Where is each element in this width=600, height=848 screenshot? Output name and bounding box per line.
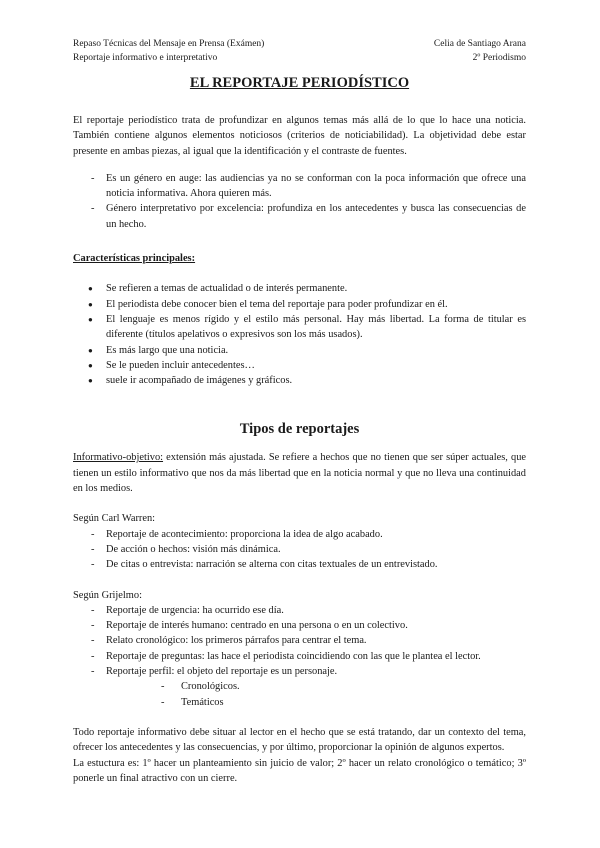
header-degree: 2º Periodismo [472,53,526,63]
list-item: ● Se le pueden incluir antecedentes… [73,358,526,373]
list-item: - De citas o entrevista: narración se alterna con citas textuales de un entrevistado. [73,557,526,572]
list-item: - Reportaje de interés humano: centrado en una persona o en un colectivo. [73,618,526,633]
grijelmo-label: Según Grijelmo: [73,589,142,601]
informativo-text: extensión más ajustada. Se refiere a hechos que no tienen que ser súper actuales, que tienen un estilo informativo que nos da más libertad que en la noticia normal y que no lleva una continuidad en los medios. [73,452,526,495]
header-author: Celia de Santiago Arana [433,39,526,49]
characteristics-heading: Características principales: [73,253,196,265]
page-header [73,37,526,65]
list-item: - Género interpretativo por excelencia: profundiza en los antecedentes y busca las consecuencias de un hecho. [73,201,526,232]
header-course: Repaso Técnicas del Mensaje en Prensa (Exámen) [73,39,265,49]
structure-paragraph: La estuctura es: 1º hacer un planteamiento sin juicio de valor; 2º hacer un relato cronológico o temático; 3º ponerle un final atractivo con un cierre. [73,757,526,784]
list-item: - Reportaje de urgencia: ha ocurrido ese día. [73,603,526,618]
list-item: - Relato cronológico: los primeros párrafos para centrar el tema. [73,633,526,648]
perfil-sublist [73,679,526,710]
list-item: - Temáticos [73,695,526,710]
intro-paragraph: El reportaje periodístico trata de profundizar en algunos temas más allá de lo que lo hace una noticia. También contiene algunos elementos noticiosos (criterios de noticiabilidad). La objetividad debe estar presente en ambas piezas, al igual que la identificación y el contraste de fuentes. [73,115,526,157]
types-heading: Tipos de reportajes [239,421,360,438]
closing-paragraph: Todo reportaje informativo debe situar al lector en el hecho que se está tratando, dar un contexto del tema, ofrecer los antecedentes y las consecuencias, y por último, proporcionar la opinión de algunos expertos. [73,726,526,754]
list-item: - De acción o hechos: visión más dinámica. [73,542,526,557]
informativo-paragraph [73,450,526,496]
list-item: - Reportaje de preguntas: las hace el periodista coincidiendo con las que le plantea el lector. [73,649,526,664]
list-item: - Cronológicos. [73,679,526,694]
informativo-label: Informativo-objetivo: [73,452,164,464]
warren-label: Según Carl Warren: [73,513,156,525]
page-title: EL REPORTAJE PERIODÍSTICO [189,75,410,91]
list-item: ● Es más largo que una noticia. [73,343,526,358]
characteristics-list [73,281,526,388]
intro-points [73,171,526,232]
list-item: - Reportaje de acontecimiento: proporciona la idea de algo acabado. [73,527,526,542]
list-item: - Es un género en auge: las audiencias ya no se conforman con la poca información que ofrece una noticia informativa. Ahora quieren más. [73,171,526,202]
list-item: ● suele ir acompañado de imágenes y gráficos. [73,373,526,388]
warren-list [73,527,526,573]
list-item: - Reportaje perfil: el objeto del reportaje es un personaje. [73,664,526,679]
document-body [73,74,526,786]
list-item: ● El lenguaje es menos rígido y el estilo más personal. Hay más libertad. La forma de titular es diferente (títulos apelativos o expresivos son los más usados). [73,312,526,343]
header-topic: Reportaje informativo e interpretativo [73,53,218,63]
grijelmo-list [73,603,526,679]
list-item: ● El periodista debe conocer bien el tema del reportaje para poder profundizar en él. [73,297,526,312]
list-item: ● Se refieren a temas de actualidad o de interés permanente. [73,281,526,296]
